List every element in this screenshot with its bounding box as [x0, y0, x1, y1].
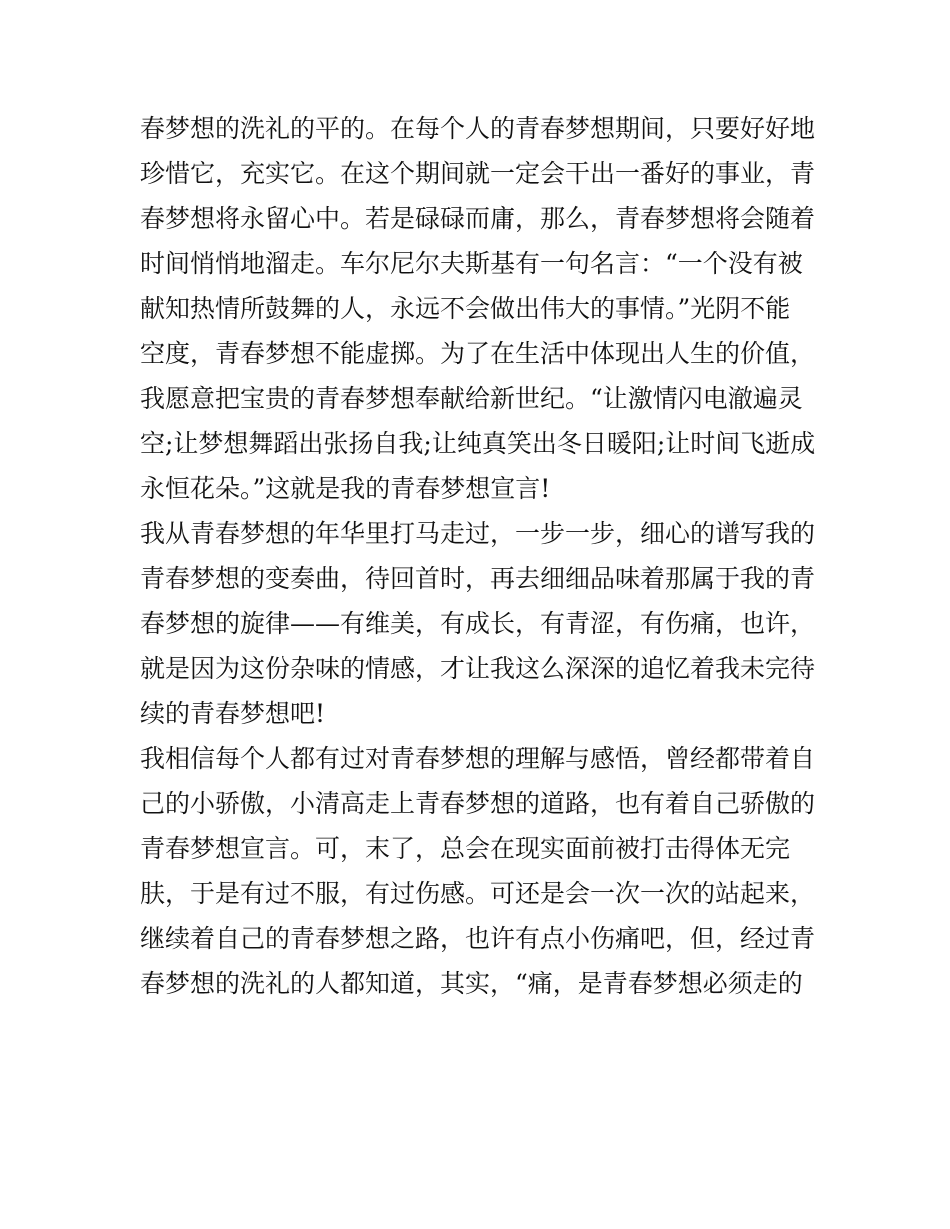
text-line: 就是因为这份杂味的情感，才让我这么深深的追忆着我未完待 — [140, 654, 816, 683]
text-line: 空;让梦想舞蹈出张扬自我;让纯真笑出冬日暖阳;让时间飞逝成 — [140, 429, 816, 458]
text-line: 我从青春梦想的年华里打马走过，一步一步，细心的谱写我的 — [140, 519, 816, 548]
text-line: 空度，青春梦想不能虚掷。为了在生活中体现出人生的价值， — [140, 339, 816, 368]
text-line: 青春梦想的变奏曲，待回首时，再去细细品味着那属于我的青 — [140, 564, 816, 593]
text-line: 春梦想将永留心中。若是碌碌而庸，那么，青春梦想将会随着 — [140, 204, 816, 233]
text-line: 永恒花朵。”这就是我的青春梦想宣言! — [140, 474, 551, 503]
body-text — [140, 106, 820, 1006]
text-line: 春梦想的洗礼的人都知道，其实，“痛，是青春梦想必须走的 — [140, 969, 803, 998]
text-line: 春梦想的旋律——有维美，有成长，有青涩，有伤痛，也许， — [140, 609, 816, 638]
text-line: 我相信每个人都有过对青春梦想的理解与感悟，曾经都带着自 — [140, 744, 816, 773]
text-line: 时间悄悄地溜走。车尔尼尔夫斯基有一句名言：“一个没有被 — [140, 249, 803, 278]
text-line: 继续着自己的青春梦想之路，也许有点小伤痛吧，但，经过青 — [140, 924, 816, 953]
text-line: 春梦想的洗礼的平的。在每个人的青春梦想期间，只要好好地 — [140, 114, 816, 143]
text-line: 青春梦想宣言。可，末了，总会在现实面前被打击得体无完 — [140, 834, 791, 863]
text-line: 己的小骄傲，小清高走上青春梦想的道路，也有着自己骄傲的 — [140, 789, 816, 818]
text-line: 肤，于是有过不服，有过伤感。可还是会一次一次的站起来， — [140, 879, 816, 908]
text-line: 珍惜它，充实它。在这个期间就一定会干出一番好的事业，青 — [140, 159, 816, 188]
text-line: 献知热情所鼓舞的人，永远不会做出伟大的事情。”光阴不能 — [140, 294, 791, 323]
text-line: 我愿意把宝贵的青春梦想奉献给新世纪。“让激情闪电澈遍灵 — [140, 384, 803, 413]
text-line: 续的青春梦想吧! — [140, 699, 326, 728]
